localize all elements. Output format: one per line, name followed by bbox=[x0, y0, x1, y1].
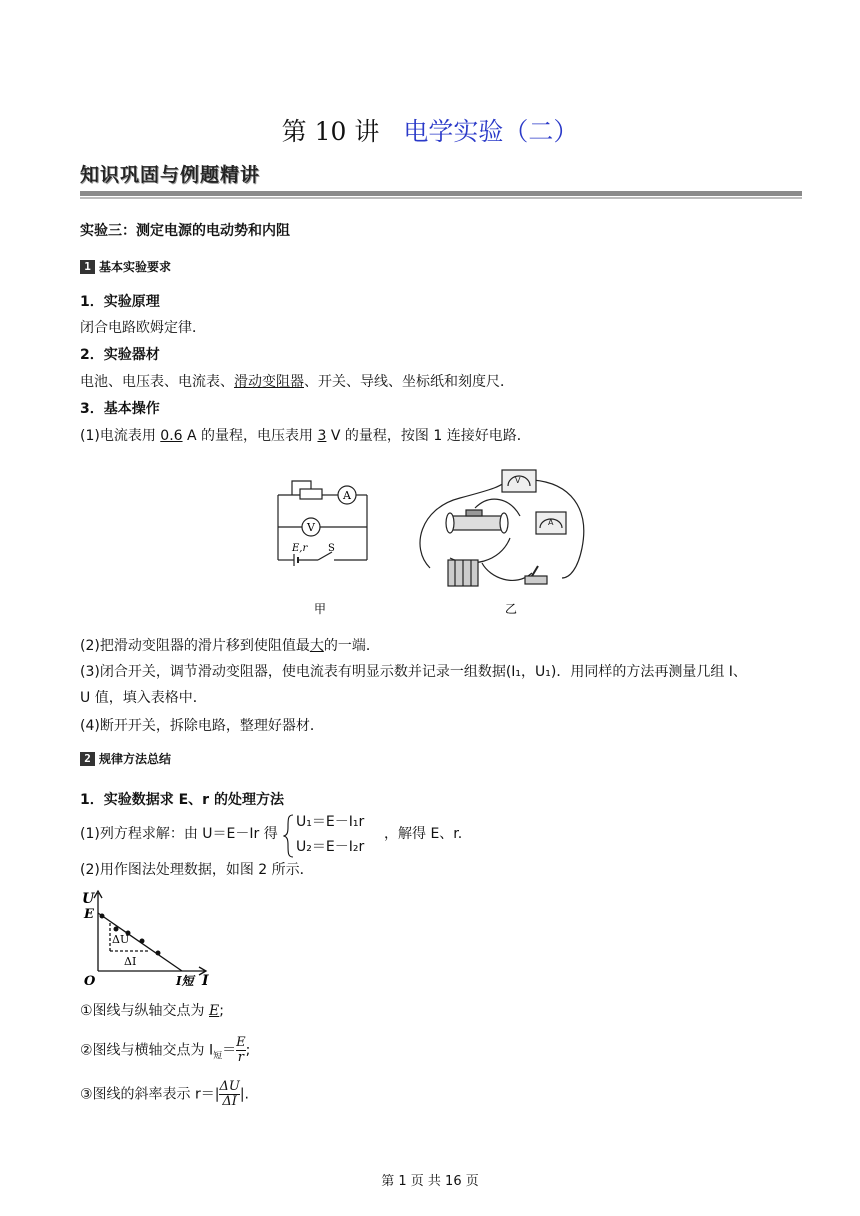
op1-v2: 3 bbox=[317, 428, 327, 444]
source-label: E,r bbox=[292, 543, 308, 554]
note3-num: ΔU bbox=[219, 1079, 240, 1094]
data-point bbox=[114, 927, 119, 932]
note3-b: |. bbox=[239, 1086, 250, 1103]
equation-line-pre: (1)列方程求解：由 U＝E－Ir 得 bbox=[80, 826, 278, 842]
battery-device bbox=[448, 560, 478, 586]
op1-b: A 的量程，电压表用 bbox=[182, 428, 318, 444]
data-point bbox=[156, 951, 161, 956]
switch-device bbox=[525, 566, 547, 584]
equipment-underlined: 滑动变阻器 bbox=[234, 374, 304, 390]
operation-step-3-line2: U 值，填入表格中． bbox=[80, 690, 207, 706]
svg-text:V: V bbox=[515, 476, 521, 485]
banner-rule-thin bbox=[80, 197, 802, 199]
principle-text: 闭合电路欧姆定律． bbox=[80, 320, 206, 336]
operation-step-4: (4)断开开关，拆除电路，整理好器材． bbox=[80, 718, 324, 734]
note3-den: ΔI bbox=[222, 1094, 237, 1109]
section-header-2 bbox=[80, 750, 171, 767]
section-number: 1 bbox=[80, 260, 95, 274]
svg-text:A: A bbox=[548, 518, 554, 527]
note2-b: ＝ bbox=[222, 1042, 237, 1059]
equipment-heading: 2．实验器材 bbox=[80, 347, 160, 363]
note1-a: ①图线与纵轴交点为 bbox=[80, 1003, 210, 1019]
ammeter-label: A bbox=[343, 489, 351, 502]
delta-u-label: ΔU bbox=[112, 933, 130, 946]
principle-heading: 1．实验原理 bbox=[80, 294, 160, 310]
data-point bbox=[100, 914, 105, 919]
operation-step-3-line1: (3)闭合开关，调节滑动变阻器，使电流表有明显示数并记录一组数据(I₁，U₁)．用同样的方法再测量几组 I、 bbox=[80, 664, 747, 680]
note1-b: ; bbox=[219, 1003, 224, 1019]
intercept-e-label: E bbox=[84, 907, 94, 922]
delta-i-label: ΔI bbox=[124, 955, 137, 968]
equipment-post: 、开关、导线、坐标纸和刻度尺． bbox=[304, 374, 514, 390]
note2-c: ; bbox=[245, 1042, 251, 1059]
method-heading: 1．实验数据求 E、r 的处理方法 bbox=[80, 792, 284, 808]
figure-1 bbox=[270, 468, 610, 618]
rheostat-device bbox=[446, 510, 508, 533]
note1-u: E bbox=[209, 1003, 220, 1019]
page-footer: 第 1 页 共 16 页 bbox=[381, 1174, 479, 1189]
figure-2-ui-graph bbox=[78, 885, 218, 991]
op2-u: 大 bbox=[309, 638, 324, 654]
op1-c: V 的量程，按图 1 连接好电路． bbox=[326, 428, 531, 444]
ammeter-device bbox=[536, 512, 566, 534]
equation-1: U₁＝E－I₁r bbox=[296, 814, 365, 830]
note2-fraction bbox=[236, 1036, 246, 1065]
operation-step-1 bbox=[80, 426, 531, 446]
operation-heading: 3．基本操作 bbox=[80, 401, 160, 417]
section-label: 规律方法总结 bbox=[99, 752, 172, 766]
experiment-title: 实验三：测定电源的电动势和内阻 bbox=[80, 223, 290, 239]
note2-sub: 短 bbox=[213, 1051, 223, 1062]
operation-step-2 bbox=[80, 636, 380, 656]
op1-v1: 0.6 bbox=[160, 428, 183, 444]
intercept-ishort-label: I短 bbox=[176, 974, 194, 988]
page-title bbox=[0, 112, 860, 148]
section-number: 2 bbox=[80, 752, 95, 766]
section-header-1 bbox=[80, 258, 171, 275]
equation-line-post: ，解得 E、r. bbox=[384, 826, 463, 842]
op2-b: 的一端． bbox=[323, 638, 380, 654]
lecture-number: 第 10 讲 bbox=[281, 117, 380, 146]
section-banner: 知识巩固与例题精讲 bbox=[80, 164, 261, 186]
origin-label: O bbox=[84, 974, 96, 989]
op2-a: (2)把滑动变阻器的滑片移到使阻值最 bbox=[80, 638, 310, 654]
apparatus-sketch bbox=[420, 470, 584, 586]
note-3 bbox=[80, 1080, 249, 1109]
graph-intro: (2)用作图法处理数据，如图 2 所示． bbox=[80, 862, 314, 878]
figure-label-a: 甲 bbox=[314, 602, 327, 616]
note2-num: E bbox=[236, 1035, 246, 1050]
axis-x-label: I bbox=[202, 973, 209, 989]
note3-fraction bbox=[219, 1080, 239, 1109]
note2-den: r bbox=[237, 1050, 245, 1065]
note3-a: ③图线的斜率表示 r＝| bbox=[80, 1086, 220, 1103]
note-2 bbox=[80, 1036, 250, 1066]
note2-a: ②图线与横轴交点为 I bbox=[80, 1042, 214, 1059]
banner-rule bbox=[80, 191, 802, 196]
note-1 bbox=[80, 1001, 224, 1021]
axis-y-label: U bbox=[82, 891, 95, 907]
switch-label: S bbox=[328, 543, 335, 554]
data-point bbox=[140, 939, 145, 944]
equation-brace bbox=[283, 813, 295, 859]
equation-2: U₂＝E－I₂r bbox=[296, 839, 365, 855]
voltmeter-device bbox=[502, 470, 536, 492]
lecture-topic: 电学实验（二） bbox=[403, 117, 579, 146]
equipment-pre: 电池、电压表、电流表、 bbox=[80, 374, 234, 390]
op1-a: (1)电流表用 bbox=[80, 428, 161, 444]
figure-label-b: 乙 bbox=[505, 602, 518, 616]
section-label: 基本实验要求 bbox=[99, 260, 172, 274]
voltmeter-label: V bbox=[307, 521, 315, 534]
equipment-text bbox=[80, 372, 514, 392]
